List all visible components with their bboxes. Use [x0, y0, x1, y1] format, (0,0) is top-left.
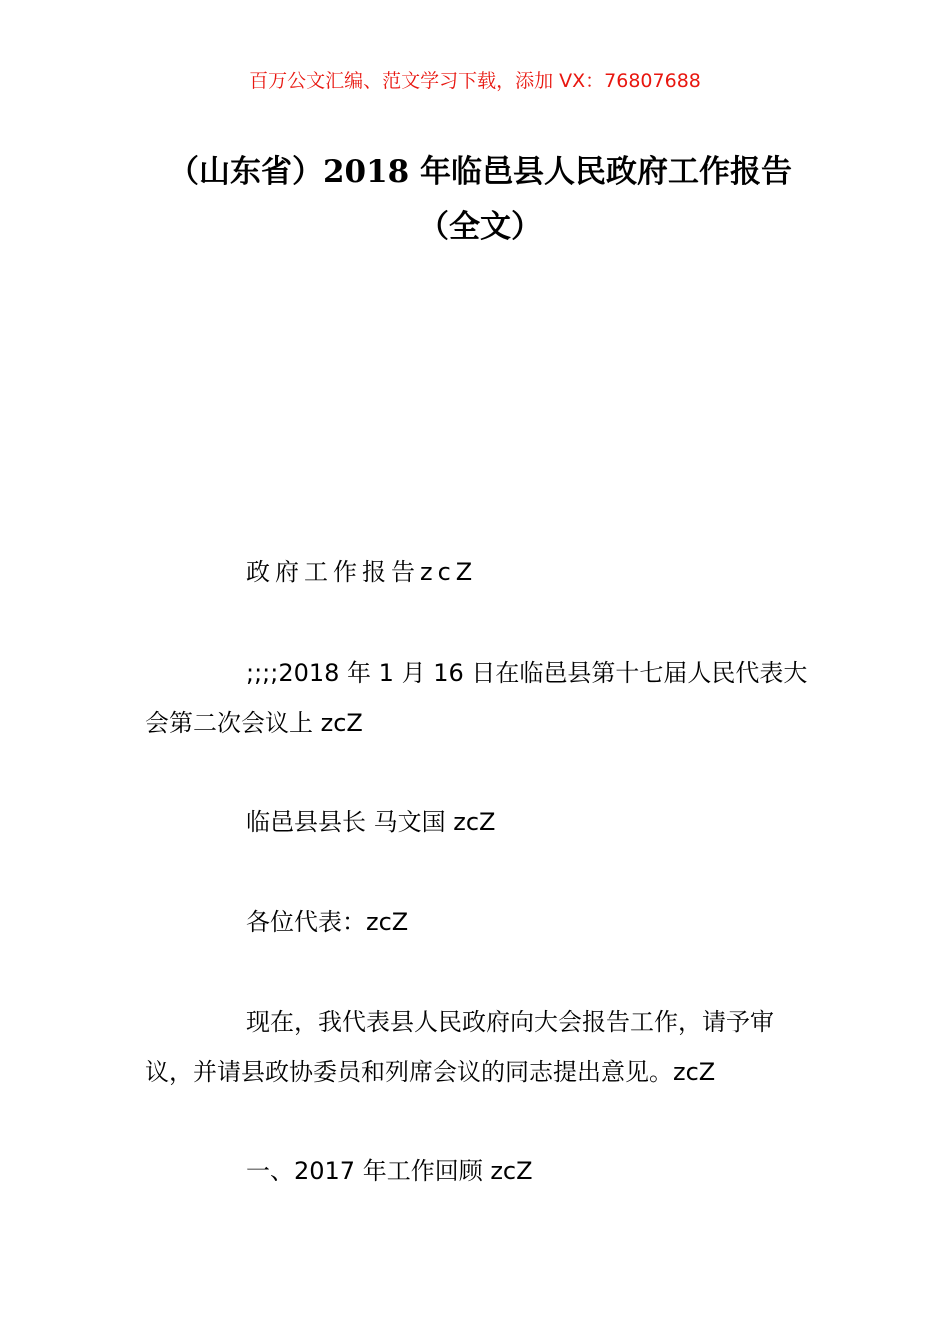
- paragraph-report-heading: 政府工作报告zcZ: [246, 558, 478, 586]
- section-heading-review: 一、2017 年工作回顾 zcZ: [246, 1157, 533, 1185]
- paragraph-meeting-info: ;;;;2018 年 1 月 16 日在临邑县第十七届人民代表大会第二次会议上 zcZ: [145, 659, 808, 737]
- paragraph-opening: 现在，我代表县人民政府向大会报告工作，请予审议，并请县政协委员和列席会议的同志提出意见。zcZ: [145, 1008, 774, 1086]
- paragraph-speaker: 临邑县县长 马文国 zcZ: [246, 808, 496, 836]
- header-note: 百万公文汇编、范文学习下载，添加 VX：76807688: [249, 70, 701, 92]
- paragraph-salutation: 各位代表：zcZ: [246, 908, 409, 936]
- document-title: （山东省）2018 年临邑县人民政府工作报告（全文）: [167, 154, 793, 245]
